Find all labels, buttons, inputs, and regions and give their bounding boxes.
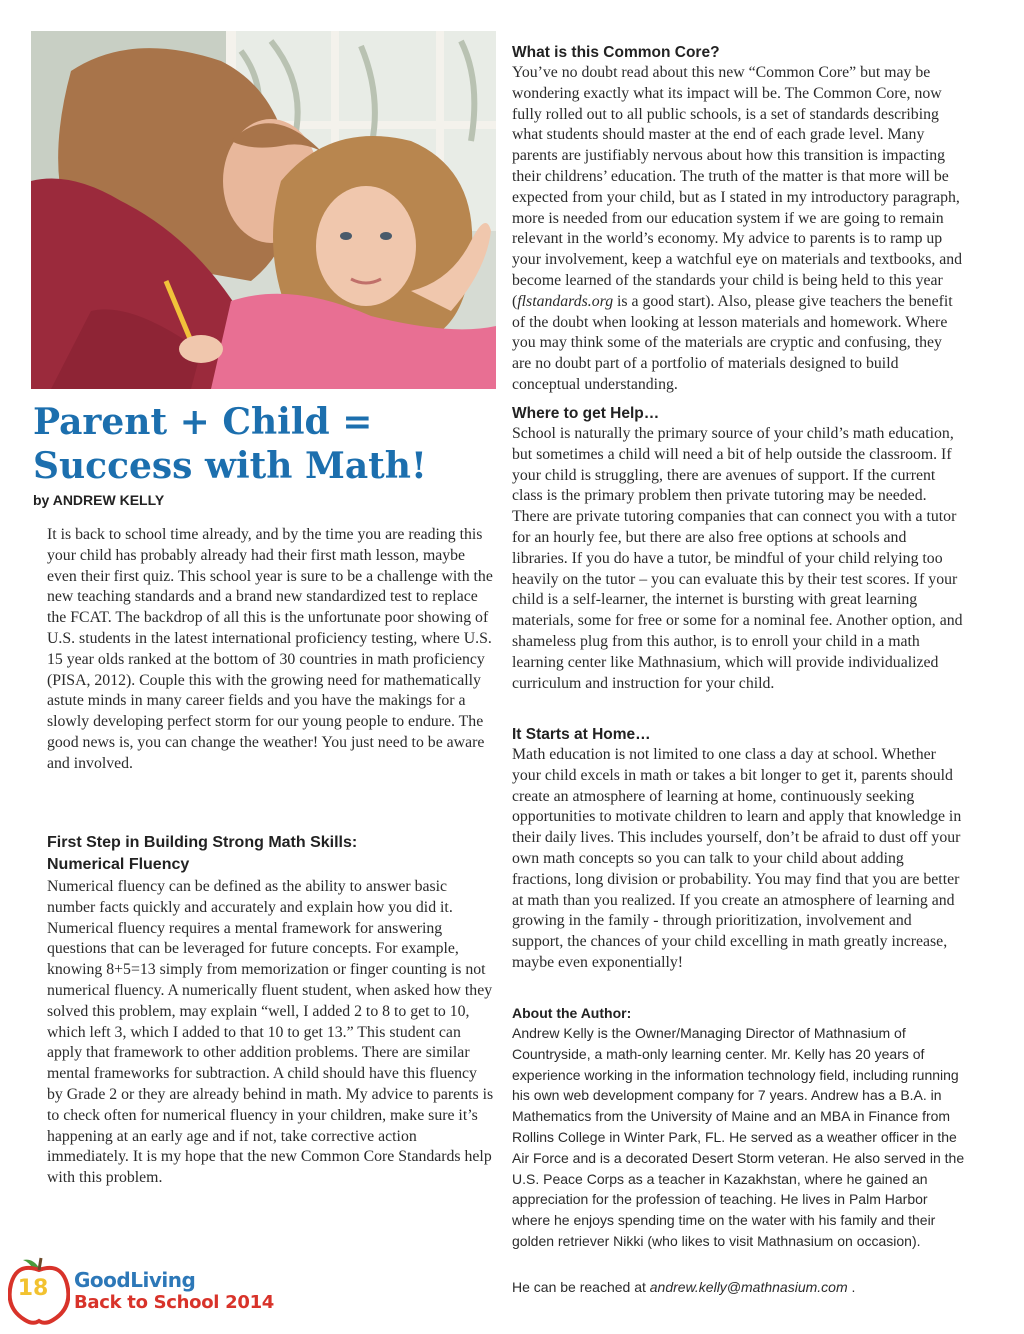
help-paragraph: School is naturally the primary source of your child’s math education, but sometimes a child will need a bit of help outside the classroom. If your child is struggling, there are avenues of support. If the current class is the primary problem then private tutoring may be needed. There are private tutoring companies that can connect you with a tutor for an hourly fee, but there are also free options at schools and libraries. If you do have a tutor, be mindful of your child relying too heavily on the tutor – you can evaluate this by their test scores. If your child is a self-learner, the internet is bursting with great learning materials, some for free or some for a nominal fee. Another option, and shameless plug from this author, is to enroll your child in a math learning center like Mathnasium, which will provide individualized curriculum and instruction for your child.	[512, 425, 963, 692]
numerical-fluency-paragraph: Numerical fluency can be defined as the ability to answer basic number facts quickly and accurately and explain how you did it. Numerical fluency requires a mental framework for answering questions that can be leveraged for future concepts. For example, knowing 8+5=13 simply from memorization or finger counting is not numerical fluency. A numerically fluent student, when asked how they solved this problem, may explain “well, I added 2 to 8 to get to 10, which left 3, which I added to that 10 to get 13.” This student can apply that framework to other addition problems. There are similar mental frameworks for subtraction. A child should have this fluency by Grade 2 or they are already behind in math. My advice to parents is to check often for numerical fluency in your children, make sure it’s happening at an early age and if not, take corrective action immediately. It is my hope that the new Common Core Standards help with this problem.	[47, 878, 494, 1187]
section-heading-line-2: Numerical Fluency	[47, 856, 190, 873]
photo-illustration	[31, 31, 496, 389]
author-email-link[interactable]: andrew.kelly@mathnasium.com	[649, 1279, 848, 1295]
section-heading-common-core: What is this Common Core?	[512, 44, 720, 61]
common-core-text-b: is a good start). Also, please give teachers the benefit of the doubt when looking at lesson materials and homework. Where you may think some of the materials are cryptic and confusing, they are no doubt part of a portfolio of materials designed to build conceptual understanding.	[512, 292, 953, 393]
title-line-1: Parent + Child =	[33, 401, 373, 443]
help-section	[512, 404, 964, 694]
standards-link[interactable]: flstandards.org	[517, 292, 614, 310]
article-photo	[31, 31, 496, 389]
common-core-section	[512, 43, 964, 396]
common-core-paragraph	[512, 63, 964, 396]
intro-paragraph: It is back to school time already, and by the time you are reading this your child has probably already had their first math lesson, maybe even their first quiz. This school year is sure to be a challenge with the new teaching standards and a brand new standardized test to replace the FCAT. The backdrop of all this is the unfortunate poor showing of U.S. students in the latest international proficiency testing, where U.S. 15 year olds ranked at the bottom of 30 countries in math proficiency (PISA, 2012). Couple this with the growing need for mathematically astute minds in many career fields and you have the makings for a slowly developing perfect storm for our young people to endure. The good news is, you can change the weather! You just need to be aware and involved.	[47, 526, 493, 772]
section-heading-help: Where to get Help…	[512, 405, 660, 422]
section-heading-numerical-fluency	[47, 832, 497, 876]
article-title	[33, 400, 503, 488]
contact-prefix: He can be reached at	[512, 1279, 650, 1295]
common-core-text-a: You’ve no doubt read about this new “Common Core” but may be wondering exactly what its impact will be. The Common Core, now fully rolled out to all public schools, is a set of standards describing what students should master at the end of each grade level. Many parents are justifiably nervous about how this transition is impacting their childrens’ education. The truth of the matter is that more will be expected from your child, but as I stated in my introductory paragraph, more is needed from our education system if we are going to remain relevant in the world’s economy. My advice to parents is to ramp up your involvement, keep a watchful eye on materials and textbooks, and become learned of the standards your child is being held to this year (	[512, 64, 963, 310]
contact-suffix: .	[847, 1279, 856, 1295]
section-heading-home: It Starts at Home…	[512, 726, 651, 743]
home-paragraph: Math education is not limited to one class a day at school. Whether your child excels in math or takes a bit longer to get it, parents should create an atmosphere of learning at home, continuously seeking opportunities to motivate children to learn and apply that knowledge in their daily lives. This includes yourself, don’t be afraid to dust off your own math concepts so you can talk to your child about adding fractions, long division or probability. You may find that you are better at math than you realized. If you create an atmosphere of learning and growing in the family - through prioritization, involvement and support, the chances of your child excelling in math greatly increase, maybe even exponentially!	[512, 746, 962, 971]
page-number: 18	[17, 1276, 49, 1301]
about-author-box	[512, 1003, 967, 1252]
title-line-2: Success with Math!	[33, 445, 427, 487]
byline: by ANDREW KELLY	[33, 492, 165, 508]
brand-back-to-school: Back to School 2014	[74, 1292, 275, 1313]
author-contact	[512, 1279, 855, 1295]
section-heading-line-1: First Step in Building Strong Math Skills:	[47, 834, 358, 851]
brand-goodliving: GoodLiving	[74, 1268, 196, 1292]
home-section	[512, 725, 964, 974]
about-author-paragraph: Andrew Kelly is the Owner/Managing Director of Mathnasium of Countryside, a math-only learning center. Mr. Kelly has 20 years of experience working in the information technology field, including running his own web development company for 7 years. Andrew has a B.A. in Mathematics from the University of Maine and an MBA in Finance from Rollins College in Winter Park, FL. He served as a weather officer in the Air Force and is a decorated Desert Storm veteran. He also served in the U.S. Peace Corps as a teacher in Kazakhstan, where he gained an appreciation for the profession of teaching. He lives in Palm Harbor where he enjoys spending time on the water with his family and their golden retriever Nikki (who likes to visit Mathnasium on occasion).	[512, 1025, 965, 1249]
about-author-heading: About the Author:	[512, 1005, 632, 1021]
